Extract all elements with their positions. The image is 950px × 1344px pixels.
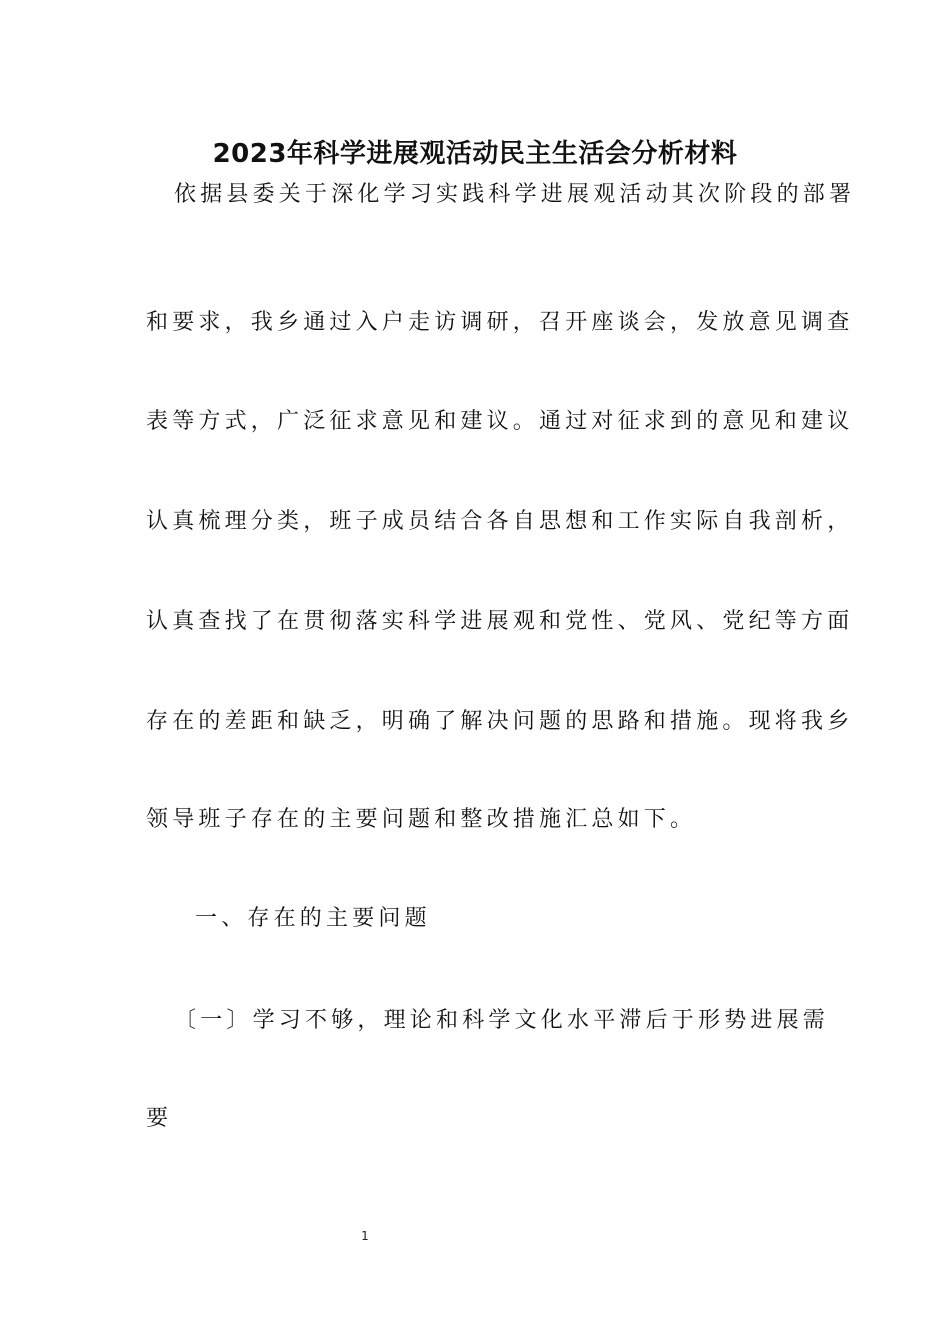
paragraph-line-5: 认真查找了在贯彻落实科学进展观和党性、党风、党纪等方面 xyxy=(146,609,854,634)
paragraph-line-6: 存在的差距和缺乏，明确了解决问题的思路和措施。现将我乡 xyxy=(146,709,854,734)
document-title: 2023年科学进展观活动民主生活会分析材料 xyxy=(212,139,738,169)
section-heading: 一、存在的主要问题 xyxy=(195,906,431,931)
subsection-heading-line-2: 要 xyxy=(146,1106,173,1131)
paragraph-line-7: 领导班子存在的主要问题和整改措施汇总如下。 xyxy=(146,807,697,832)
paragraph-line-2: 和要求，我乡通过入户走访调研，召开座谈会，发放意见调查 xyxy=(146,310,854,335)
subsection-heading-line-1: 〔一〕学习不够，理论和科学文化水平滞后于形势进展需 xyxy=(174,1008,830,1033)
page-number: 1 xyxy=(361,1229,369,1243)
paragraph-line-4: 认真梳理分类，班子成员结合各自思想和工作实际自我剖析， xyxy=(146,509,854,534)
paragraph-line-1: 依据县委关于深化学习实践科学进展观活动其次阶段的部署 xyxy=(174,182,856,207)
paragraph-line-3: 表等方式，广泛征求意见和建议。通过对征求到的意见和建议 xyxy=(146,409,854,434)
